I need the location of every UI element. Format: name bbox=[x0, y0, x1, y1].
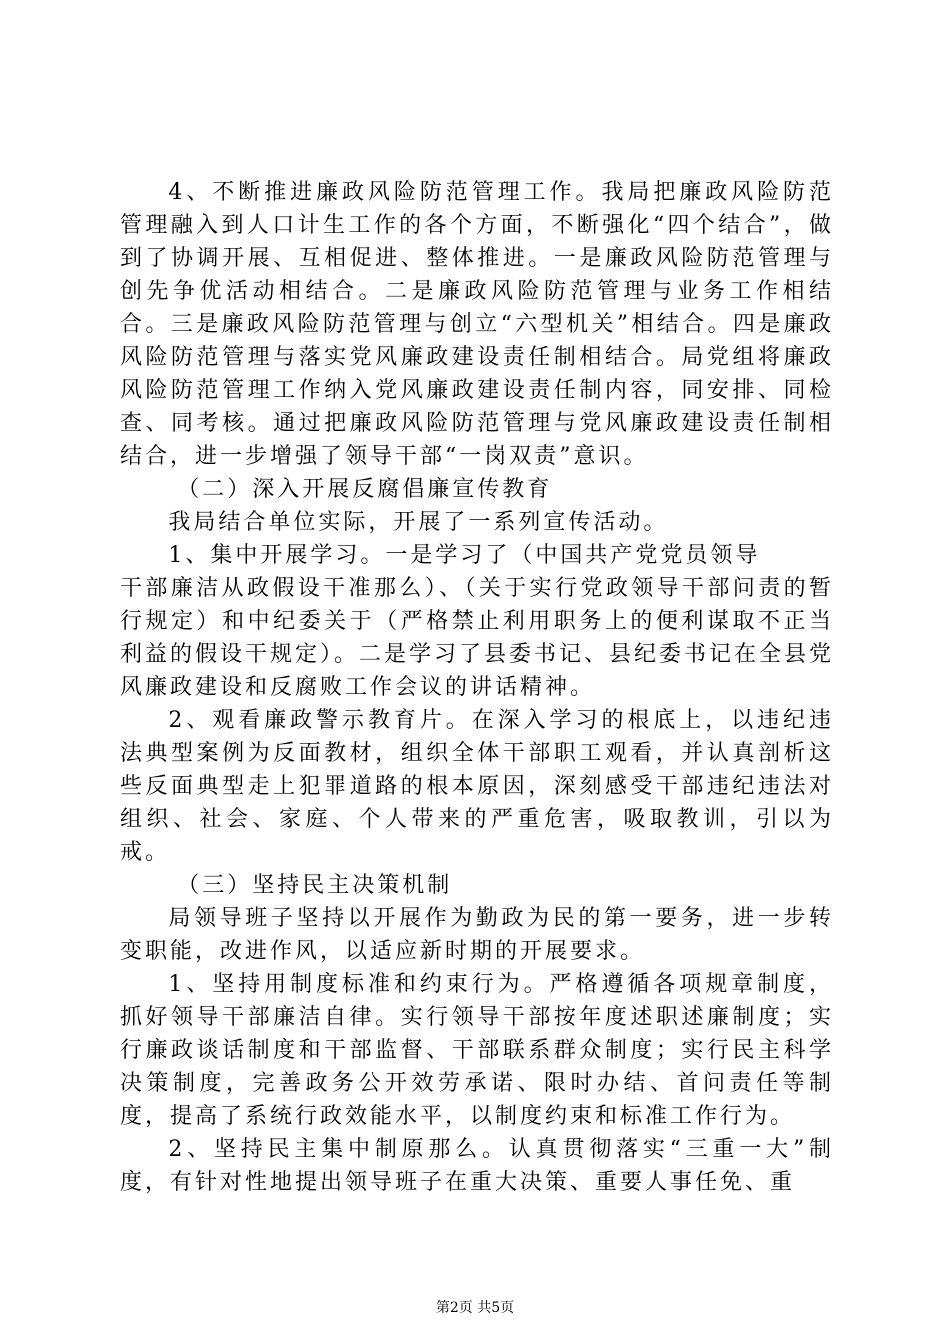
paragraph-risk-management: 4、不断推进廉政风险防范管理工作。我局把廉政风险防范管理融入到人口计生工作的各个方面，不断强化“四个结合”，做到了协调开展、互相促进、整体推进。一是廉政风险防范管理与创先争优活动相结合。二是廉政风险防范管理与业务工作相结合。三是廉政风险防范管理与创立“六型机关”相结合。四是廉政风险防范管理与落实党风廉政建设责任制相结合。局党组将廉政风险防范管理工作纳入党风廉政建设责任制内容，同安排、同检查、同考核。通过把廉政风险防范管理与党风廉政建设责任制相结合，进一步增强了领导干部“一岗双责”意识。 bbox=[120, 180, 834, 469]
paragraph-study-start: 1、集中开展学习。一是学习了（中国共产党党员领导 bbox=[168, 543, 761, 568]
document-body bbox=[120, 176, 834, 1199]
section-heading-education: （二）深入开展反腐倡廉宣传教育 bbox=[177, 477, 553, 502]
paragraph-democratic-centralism: 2、坚持民主集中制原那么。认真贯彻落实“三重一大”制度，有针对性地提出领导班子在重大决策、重要人事任免、重 bbox=[120, 1137, 834, 1195]
paragraph-rules-system: 1、坚持用制度标准和约束行为。严格遵循各项规章制度，抓好领导干部廉洁自律。实行领导干部按年度述职述廉制度；实行廉政谈话制度和干部监督、干部联系群众制度；实行民主科学决策制度，完善政务公开效劳承诺、限时办结、首问责任等制度，提高了系统行政效能水平，以制度约束和标准工作行为。 bbox=[120, 972, 834, 1129]
page-number-footer: 第2页 共5页 bbox=[435, 1300, 515, 1316]
paragraph-decision-intro: 局领导班子坚持以开展作为勤政为民的第一要务，进一步转变职能，改进作风，以适应新时期的开展要求。 bbox=[120, 906, 834, 964]
section-heading-decision: （三）坚持民主决策机制 bbox=[177, 873, 453, 898]
paragraph-warning-film: 2、观看廉政警示教育片。在深入学习的根底上，以违纪违法典型案例为反面教材，组织全体干部职工观看，并认真剖析这些反面典型走上犯罪道路的根本原因，深刻感受干部违纪违法对组织、社会、家庭、个人带来的严重危害，吸取教训，引以为戒。 bbox=[120, 708, 834, 865]
paragraph-education-intro: 我局结合单位实际，开展了一系列宣传活动。 bbox=[168, 510, 669, 535]
paragraph-study-continued: 干部廉洁从政假设干准那么）、（关于实行党政领导干部问责的暂行规定）和中纪委关于（严格禁止利用职务上的便利谋取不正当利益的假设干规定）。二是学习了县委书记、县纪委书记在全县党风廉政建设和反腐败工作会议的讲话精神。 bbox=[120, 576, 835, 700]
